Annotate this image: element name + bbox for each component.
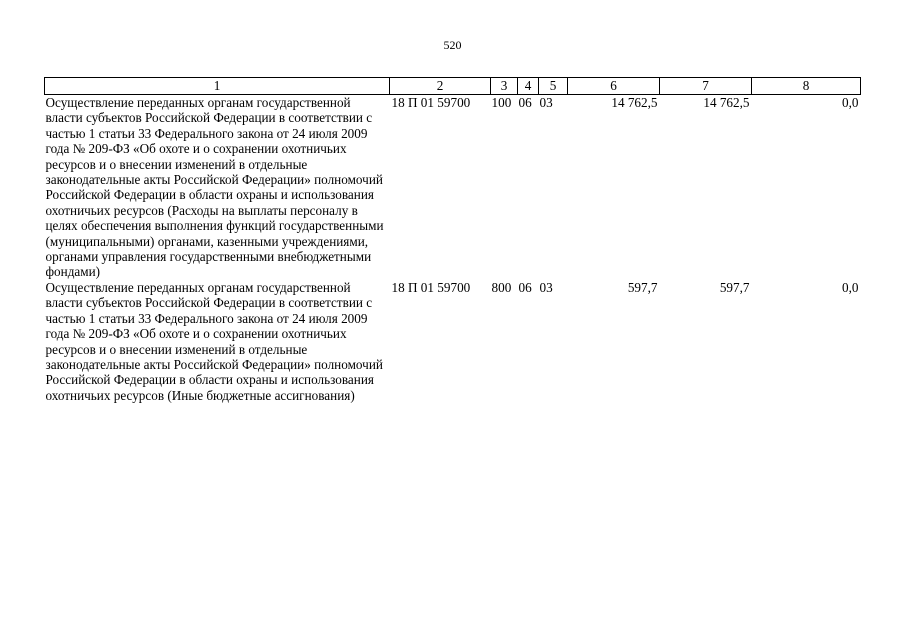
page-number: 520 — [443, 38, 462, 52]
row-expense-type: 800 — [491, 279, 512, 295]
row-subsection: 03 — [539, 279, 553, 295]
table-row — [45, 95, 861, 280]
column-header-5: 5 — [539, 78, 568, 95]
row-value-6: 597,7 — [627, 279, 658, 295]
row-description: Осуществление переданных органам государственной власти субъектов Российской Федерации в соответствии с частью 1 статьи 33 Федерального закона от 24 июля 2009 года № 209-ФЗ «Об охоте и о сохранении охотничьих ресурсов и о внесении изменений в отдельные законодательные акты Российской Федерации» полномочий Российской Федерации в области охраны и использования охотничьих ресурсов (Расходы на выплаты персоналу в целях обеспечения выполнения функций государственными (муниципальными) органами, казенными учреждениями, органами управления государственными внебюджетными фондами) — [45, 95, 384, 280]
row-value-6: 14 762,5 — [611, 95, 658, 110]
row-value-7: 597,7 — [719, 279, 750, 295]
column-header-7: 7 — [660, 78, 752, 95]
row-value-8: 0,0 — [842, 95, 859, 110]
row-section: 06 — [518, 279, 532, 295]
row-target-code: 18 П 01 59700 — [391, 95, 471, 110]
row-section: 06 — [518, 95, 532, 110]
budget-table — [44, 77, 861, 403]
column-header-3: 3 — [491, 78, 518, 95]
row-expense-type: 100 — [491, 95, 512, 110]
row-value-8: 0,0 — [842, 279, 859, 295]
row-value-7: 14 762,5 — [703, 95, 750, 110]
row-description: Осуществление переданных органам государственной власти субъектов Российской Федерации в соответствии с частью 1 статьи 33 Федерального закона от 24 июля 2009 года № 209-ФЗ «Об охоте и о сохранении охотничьих ресурсов и о внесении изменений в отдельные законодательные акты Российской Федерации» полномочий Российской Федерации в области охраны и использования охотничьих ресурсов (Иные бюджетные ассигнования) — [45, 279, 383, 403]
column-header-6: 6 — [568, 78, 660, 95]
table-row — [45, 280, 861, 403]
column-header-1: 1 — [45, 78, 390, 95]
column-header-4: 4 — [518, 78, 539, 95]
column-header-8: 8 — [752, 78, 861, 95]
row-subsection: 03 — [539, 95, 553, 110]
row-target-code: 18 П 01 59700 — [391, 279, 471, 295]
column-header-2: 2 — [390, 78, 491, 95]
table-header-row — [45, 78, 861, 95]
